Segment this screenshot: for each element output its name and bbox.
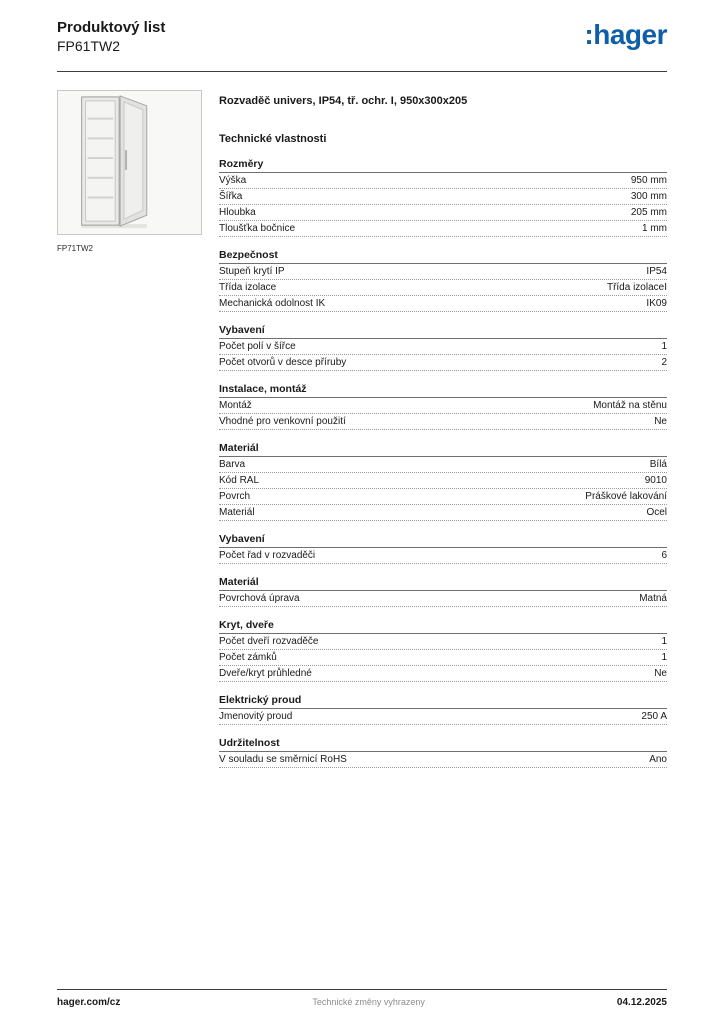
spec-section: [219, 383, 667, 430]
spec-label: Dveře/kryt průhledné: [219, 668, 312, 679]
header-text-block: [57, 19, 165, 55]
spec-row: [219, 473, 667, 489]
product-name: Rozvaděč univers, IP54, tř. ochr. I, 950x300x205: [219, 95, 468, 107]
spec-value: 300 mm: [630, 191, 667, 202]
product-image: [57, 90, 202, 235]
spec-section-title: Instalace, montáž: [219, 383, 307, 395]
footer-date: 04.12.2025: [616, 997, 667, 1008]
spec-value: 9010: [644, 475, 667, 486]
page-title: Produktový list: [57, 19, 166, 36]
spec-label: Materiál: [219, 507, 255, 518]
spec-row: [219, 189, 667, 205]
spec-section: [219, 249, 667, 312]
spec-section: [219, 442, 667, 521]
spec-label: Třída izolace: [219, 282, 277, 293]
spec-label: Počet řad v rozvaděči: [219, 550, 316, 561]
spec-value: 2: [661, 357, 667, 368]
spec-section-title: Kryt, dveře: [219, 619, 274, 631]
spec-label: Stupeň krytí IP: [219, 266, 285, 277]
spec-row: [219, 264, 667, 280]
spec-value: IP54: [646, 266, 667, 277]
spec-value: 950 mm: [630, 175, 667, 186]
spec-row: [219, 205, 667, 221]
spec-section-title: Vybavení: [219, 533, 265, 545]
spec-value: Ne: [654, 416, 667, 427]
spec-row: [219, 355, 667, 371]
spec-row: [219, 591, 667, 607]
spec-value: Práškové lakování: [585, 491, 667, 502]
spec-value: 6: [661, 550, 667, 561]
right-column: [219, 90, 667, 768]
spec-value: Třída izolaceI: [606, 282, 667, 293]
spec-table: [219, 590, 667, 607]
spec-section-title: Materiál: [219, 442, 259, 454]
spec-table: [219, 751, 667, 768]
spec-row: [219, 221, 667, 237]
spec-label: Montáž: [219, 400, 252, 411]
left-column: [57, 90, 202, 768]
footer: [57, 989, 667, 1008]
spec-table: [219, 397, 667, 430]
spec-value: Ocel: [646, 507, 667, 518]
spec-section-title: Elektrický proud: [219, 694, 302, 706]
spec-value: Ne: [654, 668, 667, 679]
spec-section: [219, 158, 667, 237]
spec-label: Počet otvorů v desce příruby: [219, 357, 347, 368]
spec-value: Montáž na stěnu: [593, 400, 667, 411]
header: [57, 19, 667, 55]
spec-section-title: Materiál: [219, 576, 259, 588]
spec-section: [219, 324, 667, 371]
footer-note: Technické změny vyhrazeny: [312, 997, 425, 1007]
spec-label: Počet dveří rozvaděče: [219, 636, 319, 647]
spec-label: Počet zámků: [219, 652, 277, 663]
spec-sections: [219, 158, 667, 768]
spec-row: [219, 173, 667, 189]
spec-row: [219, 457, 667, 473]
spec-row: [219, 650, 667, 666]
spec-value: Ano: [649, 754, 667, 765]
spec-value: 1 mm: [642, 223, 667, 234]
spec-section: [219, 619, 667, 682]
spec-label: Kód RAL: [219, 475, 260, 486]
hager-logo: :hager: [584, 19, 667, 50]
spec-section-title: Udržitelnost: [219, 737, 280, 749]
footer-divider: [57, 989, 667, 990]
spec-value: Bílá: [649, 459, 667, 470]
spec-section-title: Rozměry: [219, 158, 264, 170]
spec-row: [219, 414, 667, 430]
spec-label: Hloubka: [219, 207, 256, 218]
spec-value: 1: [661, 652, 667, 663]
spec-label: Mechanická odolnost IK: [219, 298, 326, 309]
enclosure-illustration: [58, 91, 201, 234]
spec-table: [219, 547, 667, 564]
spec-value: IK09: [646, 298, 667, 309]
spec-row: [219, 296, 667, 312]
spec-table: [219, 633, 667, 682]
spec-label: V souladu se směrnicí RoHS: [219, 754, 347, 765]
spec-label: Šířka: [219, 191, 243, 202]
spec-table: [219, 338, 667, 371]
spec-section: [219, 533, 667, 564]
spec-table: [219, 456, 667, 521]
spec-label: Výška: [219, 175, 247, 186]
product-code: FP61TW2: [57, 38, 121, 54]
spec-row: [219, 489, 667, 505]
spec-value: 250 A: [641, 711, 667, 722]
spec-row: [219, 398, 667, 414]
footer-site-link[interactable]: hager.com/cz: [57, 997, 121, 1008]
spec-label: Povrch: [219, 491, 251, 502]
spec-table: [219, 172, 667, 237]
spec-section: [219, 737, 667, 768]
spec-row: [219, 709, 667, 725]
spec-label: Počet polí v šířce: [219, 341, 296, 352]
spec-section: [219, 576, 667, 607]
specs-heading: Technické vlastnosti: [219, 133, 327, 145]
spec-label: Tloušťka bočnice: [219, 223, 296, 234]
spec-label: Jmenovitý proud: [219, 711, 293, 722]
spec-table: [219, 263, 667, 312]
spec-label: Vhodné pro venkovní použití: [219, 416, 346, 427]
spec-row: [219, 666, 667, 682]
spec-section-title: Bezpečnost: [219, 249, 278, 261]
spec-row: [219, 339, 667, 355]
spec-row: [219, 752, 667, 768]
spec-table: [219, 708, 667, 725]
spec-section: [219, 694, 667, 725]
spec-row: [219, 280, 667, 296]
main-content: [57, 90, 667, 768]
footer-row: [57, 997, 667, 1008]
spec-section-title: Vybavení: [219, 324, 265, 336]
spec-value: 205 mm: [630, 207, 667, 218]
product-image-caption: FP71TW2: [57, 244, 94, 253]
spec-value: Matná: [639, 593, 667, 604]
spec-label: Barva: [219, 459, 246, 470]
spec-row: [219, 505, 667, 521]
spec-row: [219, 634, 667, 650]
spec-row: [219, 548, 667, 564]
spec-value: 1: [661, 341, 667, 352]
spec-label: Povrchová úprava: [219, 593, 300, 604]
spec-value: 1: [661, 636, 667, 647]
header-divider: [57, 71, 667, 72]
